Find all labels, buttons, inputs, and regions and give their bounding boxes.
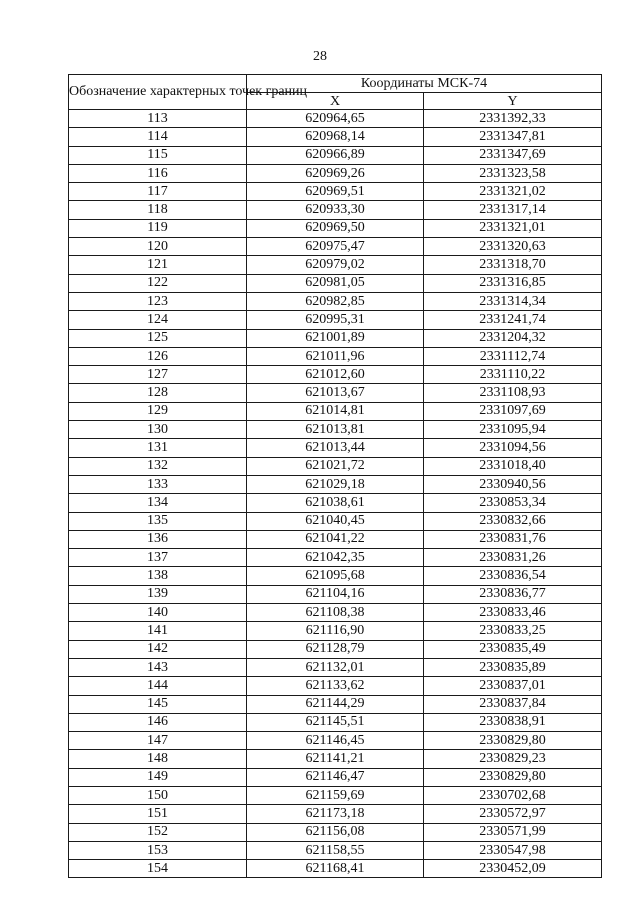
x-coordinate-cell: 620982,85 — [247, 292, 424, 310]
table-row — [69, 475, 602, 493]
y-coordinate-cell: 2330835,89 — [424, 658, 602, 676]
x-coordinate-cell: 621042,35 — [247, 549, 424, 567]
point-number-cell: 141 — [69, 622, 247, 640]
point-number-cell: 144 — [69, 677, 247, 695]
y-coordinate-cell: 2331241,74 — [424, 311, 602, 329]
table-row — [69, 768, 602, 786]
table-row — [69, 183, 602, 201]
table-row — [69, 384, 602, 402]
x-coordinate-cell: 621173,18 — [247, 805, 424, 823]
x-coordinate-cell: 621145,51 — [247, 713, 424, 731]
x-coordinate-cell: 621011,96 — [247, 347, 424, 365]
y-coordinate-cell: 2331320,63 — [424, 238, 602, 256]
point-number-cell: 129 — [69, 402, 247, 420]
point-number-cell: 152 — [69, 823, 247, 841]
point-number-cell: 115 — [69, 146, 247, 164]
x-coordinate-cell: 621095,68 — [247, 567, 424, 585]
point-number-cell: 131 — [69, 439, 247, 457]
point-number-cell: 114 — [69, 128, 247, 146]
y-coordinate-cell: 2330702,68 — [424, 786, 602, 804]
x-coordinate-cell: 621021,72 — [247, 457, 424, 475]
table-row — [69, 292, 602, 310]
table-row — [69, 585, 602, 603]
point-number-cell: 147 — [69, 732, 247, 750]
table-row — [69, 164, 602, 182]
x-coordinate-cell: 621159,69 — [247, 786, 424, 804]
x-coordinate-cell: 620979,02 — [247, 256, 424, 274]
x-coordinate-cell: 620966,89 — [247, 146, 424, 164]
point-number-cell: 137 — [69, 549, 247, 567]
point-number-cell: 136 — [69, 530, 247, 548]
x-coordinate-cell: 621104,16 — [247, 585, 424, 603]
y-coordinate-cell: 2331323,58 — [424, 164, 602, 182]
table-row — [69, 494, 602, 512]
table-row — [69, 530, 602, 548]
point-number-cell: 119 — [69, 219, 247, 237]
table-row — [69, 238, 602, 256]
point-number-cell: 125 — [69, 329, 247, 347]
point-number-cell: 139 — [69, 585, 247, 603]
header-row — [69, 75, 602, 93]
y-coordinate-cell: 2331347,81 — [424, 128, 602, 146]
y-coordinate-cell: 2331094,56 — [424, 439, 602, 457]
point-number-cell: 126 — [69, 347, 247, 365]
x-coordinate-cell: 620969,26 — [247, 164, 424, 182]
point-number-cell: 149 — [69, 768, 247, 786]
y-coordinate-cell: 2330547,98 — [424, 841, 602, 859]
table-body — [69, 110, 602, 878]
y-coordinate-cell: 2330831,26 — [424, 549, 602, 567]
table-row — [69, 841, 602, 859]
table-row — [69, 640, 602, 658]
point-number-cell: 113 — [69, 110, 247, 128]
point-designation-header: Обозначение характерных точек границ — [69, 75, 247, 110]
x-coordinate-cell: 621012,60 — [247, 366, 424, 384]
point-number-cell: 127 — [69, 366, 247, 384]
point-number-cell: 154 — [69, 860, 247, 878]
y-coordinate-cell: 2331314,34 — [424, 292, 602, 310]
point-number-cell: 120 — [69, 238, 247, 256]
y-coordinate-cell: 2331018,40 — [424, 457, 602, 475]
y-coordinate-cell: 2330572,97 — [424, 805, 602, 823]
x-coordinate-cell: 621116,90 — [247, 622, 424, 640]
table-row — [69, 457, 602, 475]
x-coordinate-cell: 621013,67 — [247, 384, 424, 402]
table-row — [69, 347, 602, 365]
y-coordinate-cell: 2331097,69 — [424, 402, 602, 420]
y-coordinate-cell: 2331095,94 — [424, 421, 602, 439]
table-row — [69, 604, 602, 622]
point-number-cell: 121 — [69, 256, 247, 274]
point-number-cell: 134 — [69, 494, 247, 512]
table-row — [69, 695, 602, 713]
table-row — [69, 823, 602, 841]
table-row — [69, 311, 602, 329]
x-coordinate-cell: 620968,14 — [247, 128, 424, 146]
x-coordinate-cell: 621146,47 — [247, 768, 424, 786]
x-coordinate-cell: 621144,29 — [247, 695, 424, 713]
table-header — [69, 75, 602, 110]
point-number-cell: 133 — [69, 475, 247, 493]
y-coordinate-cell: 2330829,23 — [424, 750, 602, 768]
point-number-cell: 138 — [69, 567, 247, 585]
point-number-cell: 142 — [69, 640, 247, 658]
point-number-cell: 123 — [69, 292, 247, 310]
x-coordinate-cell: 621014,81 — [247, 402, 424, 420]
y-coordinate-cell: 2330940,56 — [424, 475, 602, 493]
y-coordinate-cell: 2331321,02 — [424, 183, 602, 201]
coordinates-table — [68, 74, 602, 878]
y-coordinate-cell: 2331392,33 — [424, 110, 602, 128]
point-number-cell: 128 — [69, 384, 247, 402]
y-coordinate-cell: 2330452,09 — [424, 860, 602, 878]
y-coordinate-cell: 2330836,54 — [424, 567, 602, 585]
table-row — [69, 201, 602, 219]
y-coordinate-cell: 2330853,34 — [424, 494, 602, 512]
x-coordinate-cell: 620981,05 — [247, 274, 424, 292]
y-coordinate-cell: 2331318,70 — [424, 256, 602, 274]
y-column-header: Y — [424, 93, 602, 110]
x-coordinate-cell: 620933,30 — [247, 201, 424, 219]
table-row — [69, 713, 602, 731]
x-coordinate-cell: 621041,22 — [247, 530, 424, 548]
table-row — [69, 786, 602, 804]
table-row — [69, 805, 602, 823]
x-coordinate-cell: 621146,45 — [247, 732, 424, 750]
point-number-cell: 143 — [69, 658, 247, 676]
x-coordinate-cell: 621156,08 — [247, 823, 424, 841]
table-row — [69, 439, 602, 457]
point-number-cell: 116 — [69, 164, 247, 182]
point-number-cell: 153 — [69, 841, 247, 859]
y-coordinate-cell: 2331204,32 — [424, 329, 602, 347]
table-row — [69, 549, 602, 567]
x-coordinate-cell: 621133,62 — [247, 677, 424, 695]
table-row — [69, 219, 602, 237]
y-coordinate-cell: 2330836,77 — [424, 585, 602, 603]
x-coordinate-cell: 621013,81 — [247, 421, 424, 439]
table-row — [69, 677, 602, 695]
coordinate-system-header: Координаты МСК-74 — [247, 75, 602, 93]
y-coordinate-cell: 2330831,76 — [424, 530, 602, 548]
point-number-cell: 140 — [69, 604, 247, 622]
table-row — [69, 860, 602, 878]
x-coordinate-cell: 621132,01 — [247, 658, 424, 676]
x-coordinate-cell: 621108,38 — [247, 604, 424, 622]
point-number-cell: 135 — [69, 512, 247, 530]
y-coordinate-cell: 2330829,80 — [424, 768, 602, 786]
y-coordinate-cell: 2330833,46 — [424, 604, 602, 622]
point-number-cell: 122 — [69, 274, 247, 292]
point-number-cell: 146 — [69, 713, 247, 731]
x-coordinate-cell: 621168,41 — [247, 860, 424, 878]
x-coordinate-cell: 621128,79 — [247, 640, 424, 658]
table-row — [69, 366, 602, 384]
y-coordinate-cell: 2330832,66 — [424, 512, 602, 530]
page-number: 28 — [313, 49, 327, 64]
y-coordinate-cell: 2331108,93 — [424, 384, 602, 402]
point-number-cell: 118 — [69, 201, 247, 219]
y-coordinate-cell: 2330837,84 — [424, 695, 602, 713]
table-row — [69, 421, 602, 439]
y-coordinate-cell: 2331112,74 — [424, 347, 602, 365]
x-coordinate-cell: 621029,18 — [247, 475, 424, 493]
x-column-header: X — [247, 93, 424, 110]
y-coordinate-cell: 2330571,99 — [424, 823, 602, 841]
x-coordinate-cell: 621040,45 — [247, 512, 424, 530]
y-coordinate-cell: 2330838,91 — [424, 713, 602, 731]
table-row — [69, 512, 602, 530]
table-row — [69, 274, 602, 292]
y-coordinate-cell: 2330835,49 — [424, 640, 602, 658]
y-coordinate-cell: 2330833,25 — [424, 622, 602, 640]
point-number-cell: 145 — [69, 695, 247, 713]
x-coordinate-cell: 621001,89 — [247, 329, 424, 347]
y-coordinate-cell: 2331316,85 — [424, 274, 602, 292]
point-number-cell: 148 — [69, 750, 247, 768]
x-coordinate-cell: 621141,21 — [247, 750, 424, 768]
y-coordinate-cell: 2330837,01 — [424, 677, 602, 695]
x-coordinate-cell: 620995,31 — [247, 311, 424, 329]
table-row — [69, 256, 602, 274]
x-coordinate-cell: 621013,44 — [247, 439, 424, 457]
table-row — [69, 622, 602, 640]
point-number-cell: 150 — [69, 786, 247, 804]
table-row — [69, 658, 602, 676]
point-number-cell: 130 — [69, 421, 247, 439]
x-coordinate-cell: 620975,47 — [247, 238, 424, 256]
table-row — [69, 329, 602, 347]
point-number-cell: 117 — [69, 183, 247, 201]
x-coordinate-cell: 620969,50 — [247, 219, 424, 237]
table-row — [69, 402, 602, 420]
table-row — [69, 110, 602, 128]
x-coordinate-cell: 620969,51 — [247, 183, 424, 201]
x-coordinate-cell: 620964,65 — [247, 110, 424, 128]
y-coordinate-cell: 2331317,14 — [424, 201, 602, 219]
point-number-cell: 132 — [69, 457, 247, 475]
y-coordinate-cell: 2331347,69 — [424, 146, 602, 164]
y-coordinate-cell: 2331321,01 — [424, 219, 602, 237]
y-coordinate-cell: 2331110,22 — [424, 366, 602, 384]
table-row — [69, 128, 602, 146]
table-row — [69, 732, 602, 750]
x-coordinate-cell: 621038,61 — [247, 494, 424, 512]
table-row — [69, 750, 602, 768]
y-coordinate-cell: 2330829,80 — [424, 732, 602, 750]
point-number-cell: 124 — [69, 311, 247, 329]
point-number-cell: 151 — [69, 805, 247, 823]
table-row — [69, 146, 602, 164]
x-coordinate-cell: 621158,55 — [247, 841, 424, 859]
table-row — [69, 567, 602, 585]
